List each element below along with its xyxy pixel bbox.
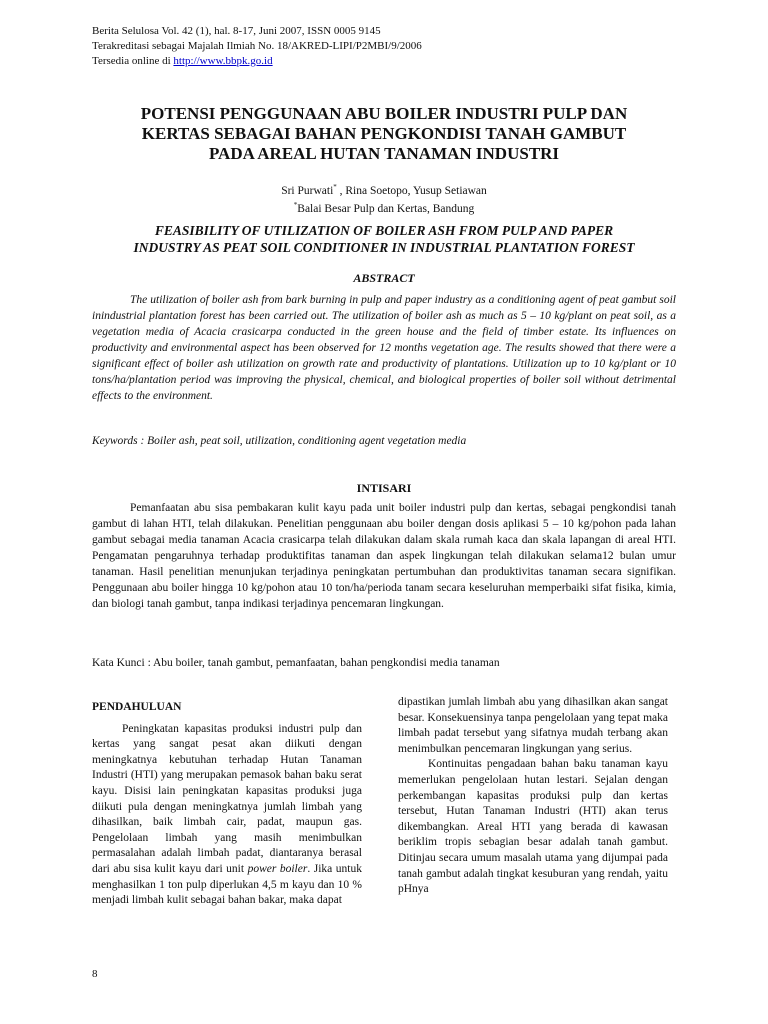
pendahuluan-paragraph-2: Kontinuitas pengadaan bahan baku tanaman kayu memerlukan pengelolaan hutan lestari. Sejalan dengan perkembangan kapasitas produksi pulp dan kertas tersebut, Hutan Tanaman Industri (HTI) akan terus dikembangkan. Areal HTI yang berada di kawasan beriklim tropis sebagian besar adalah tanah gambut. Ditinjau secara umum masalah utama yang dijumpai pada tanah gambut adalah tingkat kesuburan yang rendah, yaitu pHnya (398, 758, 668, 896)
intisari-keywords: Kata Kunci : Abu boiler, tanah gambut, pemanfaatan, bahan pengkondisi media tanaman (92, 657, 500, 669)
author-rest: , Rina Soetopo, Yusup Setiawan (336, 184, 487, 197)
author-first: Sri Purwati (281, 184, 334, 197)
title-line-3: PADA AREAL HUTAN TANAMAN INDUSTRI (208, 144, 560, 163)
left-column (92, 700, 362, 909)
header-line-3 (92, 54, 422, 69)
intisari-heading: INTISARI (356, 481, 412, 495)
affiliation-mark: * (293, 200, 298, 209)
header-line-3-prefix: Tersedia online di (92, 55, 174, 67)
pendahuluan-paragraph-1-cont: dipastikan jumlah limbah abu yang dihasilkan akan sangat besar. Konsekuensinya tanpa pengelolaan yang tepat maka limbah padat tersebut yang sifatnya mudah terbang akan menimbulkan pencemaran lingkungan yang serius. (398, 696, 668, 755)
author-block (92, 180, 676, 216)
abstract-keywords: Keywords : Boiler ash, peat soil, utilization, conditioning agent vegetation media (92, 435, 467, 447)
pendahuluan-paragraph-1 (92, 722, 362, 909)
english-title-line-1: FEASIBILITY OF UTILIZATION OF BOILER ASH FROM PULP AND PAPER (154, 223, 614, 238)
pendahuluan-text-2: . Jika untuk menghasilkan 1 ton pulp diperlukan 4,5 m kayu dan 10 % menjadi limbah kulit sebagai bahan bakar, maka dapat (92, 862, 362, 907)
paper-title (92, 104, 676, 164)
pendahuluan-text-1: Peningkatan kapasitas produksi industri pulp dan kertas yang sangat pesat akan diikuti dengan meningkatnya kebutuhan terhadap Hutan Tanaman Industri (HTI) yang merupakan pemasok bahan baku serat kayu. Disisi lain peningkatan kapasitas produksi juga diikuti pula dengan meningkatnya jumlah limbah yang dihasilkan, baik limbah cair, padat, maupun gas. Pengelolaan limbah yang masih menimbulkan permasalahan adalah limbah padat, diantaranya berasal dari abu sisa kulit kayu dari unit (92, 722, 362, 875)
header-line-1: Berita Selulosa Vol. 42 (1), hal. 8-17, Juni 2007, ISSN 0005 9145 (92, 25, 381, 37)
abstract-heading: ABSTRACT (353, 271, 415, 285)
section-heading-pendahuluan: PENDAHULUAN (92, 701, 182, 713)
journal-header (92, 24, 422, 69)
page-number: 8 (92, 968, 98, 980)
affiliation-text: Balai Besar Pulp dan Kertas, Bandung (297, 202, 475, 215)
right-column (398, 695, 668, 898)
author-mark: * (333, 183, 337, 191)
english-title (92, 222, 676, 256)
header-line-2: Terakreditasi sebagai Majalah Ilmiah No. 18/AKRED-LIPI/P2MBI/9/2006 (92, 40, 422, 52)
intisari-text: Pemanfaatan abu sisa pembakaran kulit kayu pada unit boiler industri pulp dan kertas, sebagai pengkondisi tanah gambut di lahan HTI, telah dilakukan. Penelitian penggunaan abu boiler dengan dosis aplikasi 5 – 10 kg/pohon pada lahan gambut sebagai media tanaman Acacia crasicarpa telah dilakukan dalam skala rumah kaca dan skala lapangan di areal HTI. Pengamatan pengaruhnya terhadap produktifitas tanaman dan aspek lingkungan telah dilakukan selama12 bulan umur tanaman. Hasil penelitian menunjukan terjadinya peningkatan pertumbuhan dan produktivitas tanaman secara signifikan. Penggunaan abu boiler hingga 10 kg/pohon atau 10 ton/ha/perioda tanam secara keseluruhan memperbaiki sifat fisika, kimia, dan biologi tanah gambut, tanpa indikasi terjadinya pencemaran lingkungan. (92, 502, 676, 610)
author-names (92, 180, 676, 198)
title-line-1: POTENSI PENGGUNAAN ABU BOILER INDUSTRI PULP DAN (140, 104, 628, 123)
journal-link[interactable]: http://www.bbpk.go.id (173, 55, 273, 67)
pendahuluan-italic-term: power boiler (247, 862, 308, 875)
title-line-2: KERTAS SEBAGAI BAHAN PENGKONDISI TANAH GAMBUT (141, 124, 627, 143)
abstract-text: The utilization of boiler ash from bark burning in pulp and paper industry as a conditioning agent of peat gambut soil inindustrial plantation forest has been carried out. The utilization of boiler ash as much as 5 – 10 kg/plant on peat soil, as a vegetation media of Acacia crasicarpa conducted in the green house and the field of timber estate. Its influences on productivity and environmental aspect has been observed for 12 months vegetation age. The results showed that there were a significant effect of boiler ash utilization on growth rate and productivity of plantations. Utilization up to 10 kg/plant or 10 tons/ha/plantation period was improving the physical, chemical, and biological properties of boiler soil without detrimental effects to the environment. (92, 294, 676, 402)
affiliation (92, 198, 676, 216)
english-title-line-2: INDUSTRY AS PEAT SOIL CONDITIONER IN INDUSTRIAL PLANTATION FOREST (133, 240, 635, 255)
